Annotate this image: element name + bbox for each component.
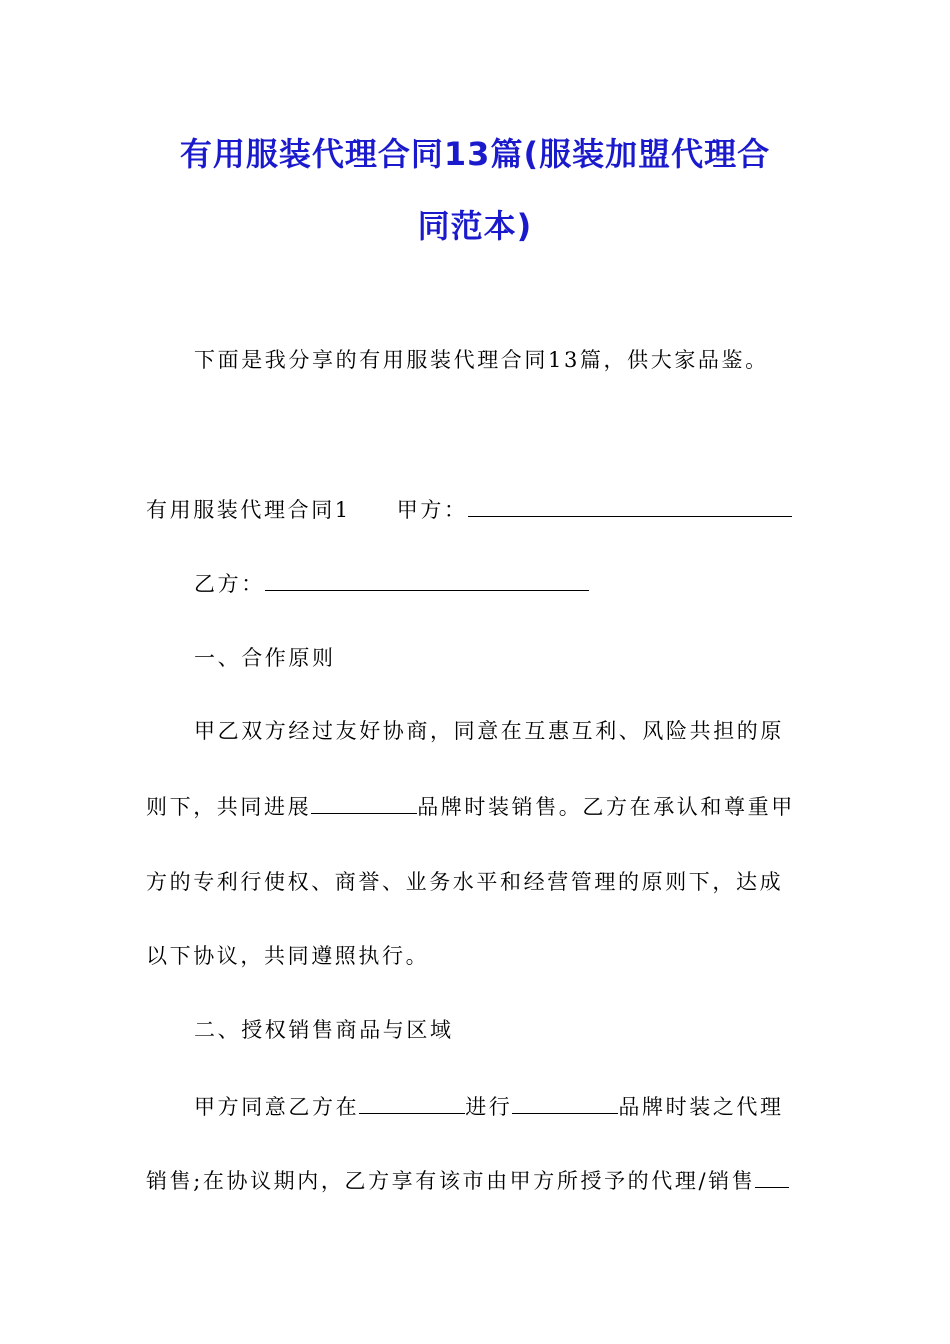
paragraph-1-line-2-part-a: 则下，共同进展 (146, 795, 312, 819)
paragraph-1-line-1: 甲乙双方经过友好协商，同意在互惠互利、风险共担的原 (194, 719, 784, 743)
party-b-label: 乙方： (194, 572, 265, 596)
section-1-title: 一、合作原则 (194, 646, 336, 670)
party-b-row (194, 568, 864, 599)
paragraph-2-line-1-part-a: 甲方同意乙方在 (194, 1095, 360, 1119)
intro-paragraph: 下面是我分享的有用服装代理合同13篇，供大家品鉴。 (194, 348, 769, 372)
paragraph-2-line-1-part-c: 品牌时装之代理 (618, 1095, 784, 1119)
brand-blank-1 (311, 791, 417, 814)
contract-heading-row (146, 494, 816, 525)
document-title-line-2: 同范本) (417, 207, 533, 245)
paragraph-1-line-4: 以下协议，共同遵照执行。 (146, 944, 430, 968)
contract-heading: 有用服装代理合同1 (146, 498, 351, 522)
party-a-label: 甲方： (396, 498, 468, 522)
trailing-blank (755, 1165, 789, 1188)
document-title-line-1: 有用服装代理合同13篇(服装加盟代理合 (179, 135, 771, 173)
party-b-blank (265, 568, 589, 591)
paragraph-1-line-2-part-b: 品牌时装销售。乙方在承认和尊重甲 (417, 795, 795, 819)
paragraph-2-line-1-part-b: 进行 (465, 1095, 513, 1119)
section-2-title: 二、授权销售商品与区域 (194, 1018, 454, 1042)
brand-blank-2 (512, 1091, 618, 1114)
paragraph-2-line-2-text: 销售;在协议期内，乙方享有该市由甲方所授予的代理/销售 (146, 1169, 756, 1193)
paragraph-2-line-1 (194, 1091, 864, 1122)
paragraph-1-line-2 (146, 791, 816, 822)
party-a-blank (468, 494, 792, 517)
paragraph-2-line-2 (146, 1165, 816, 1196)
paragraph-1-line-3: 方的专利行使权、商誉、业务水平和经营管理的原则下，达成 (146, 870, 784, 894)
region-blank (359, 1091, 465, 1114)
